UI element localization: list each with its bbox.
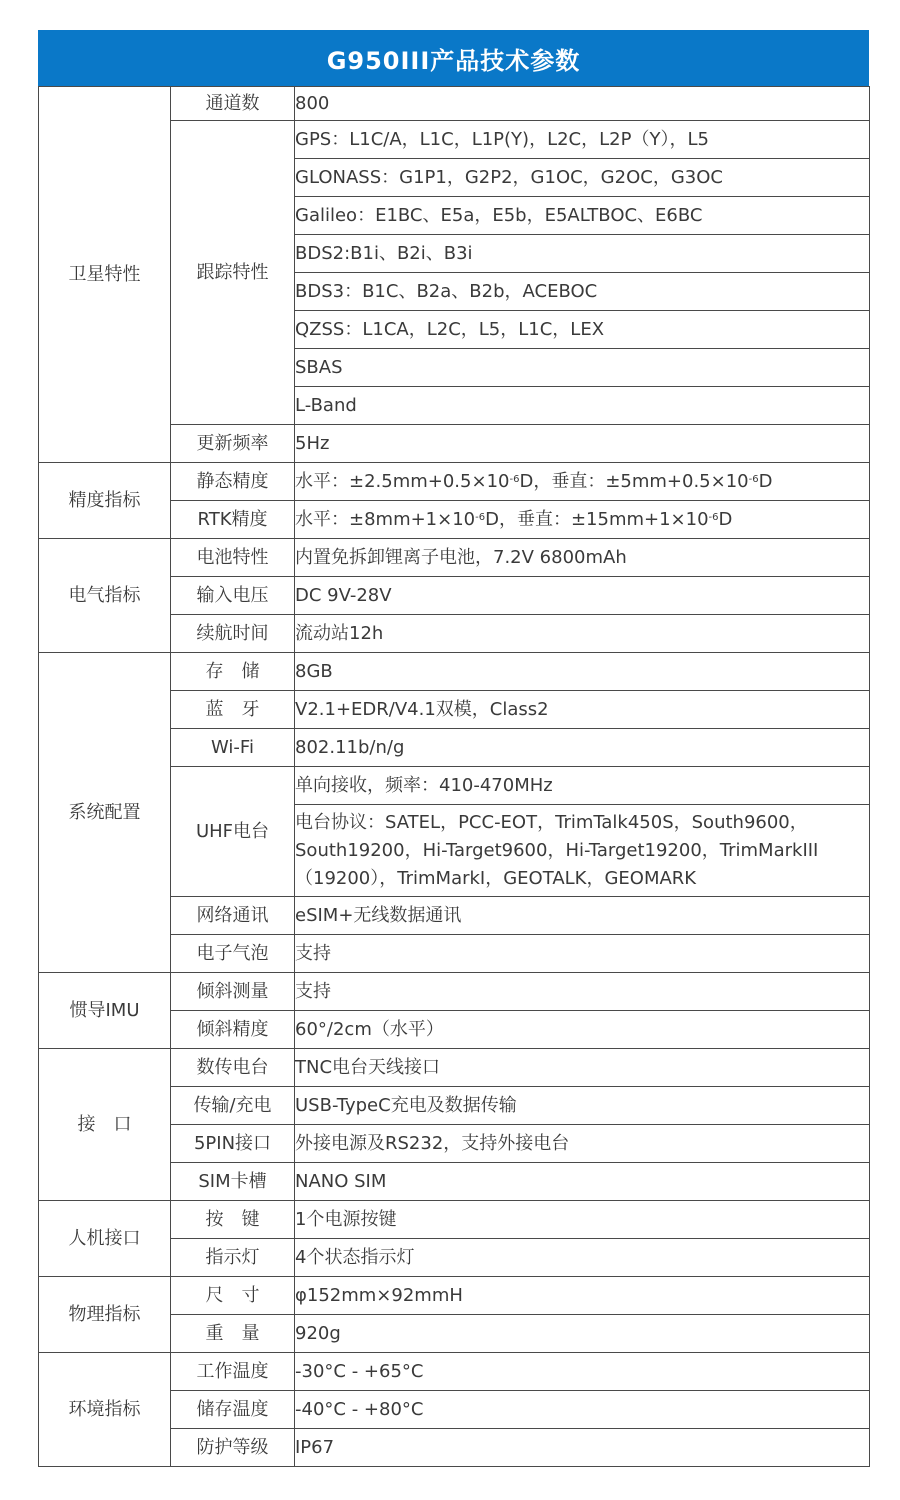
value-text: D [758, 470, 773, 492]
value-cell: BDS3：B1C、B2a、B2b，ACEBOC [295, 273, 870, 311]
param-cell: 通道数 [171, 87, 295, 121]
value-cell: eSIM+无线数据通讯 [295, 897, 870, 935]
value-cell: 800 [295, 87, 870, 121]
value-cell: 内置免拆卸锂离子电池，7.2V 6800mAh [295, 539, 870, 577]
param-cell: 数传电台 [171, 1049, 295, 1087]
category-cell: 惯导IMU [39, 973, 171, 1049]
param-cell: 倾斜测量 [171, 973, 295, 1011]
value-cell: DC 9V-28V [295, 577, 870, 615]
param-cell: 传输/充电 [171, 1087, 295, 1125]
category-cell: 人机接口 [39, 1201, 171, 1277]
value-cell: 1个电源按键 [295, 1201, 870, 1239]
param-cell: 电池特性 [171, 539, 295, 577]
value-cell: Galileo：E1BC、E5a，E5b，E5ALTBOC、E6BC [295, 197, 870, 235]
table-row [39, 87, 870, 121]
table-row [39, 653, 870, 691]
table-row [39, 1277, 870, 1315]
value-cell: SBAS [295, 349, 870, 387]
value-cell: 4个状态指示灯 [295, 1239, 870, 1277]
param-cell: 工作温度 [171, 1353, 295, 1391]
param-cell: 网络通讯 [171, 897, 295, 935]
value-cell: GPS：L1C/A，L1C，L1P(Y)，L2C，L2P（Y），L5 [295, 121, 870, 159]
param-cell: 更新频率 [171, 425, 295, 463]
category-cell: 卫星特性 [39, 87, 171, 463]
value-cell: 单向接收，频率：410-470MHz [295, 767, 870, 805]
param-cell: 电子气泡 [171, 935, 295, 973]
value-cell: GLONASS：G1P1，G2P2，G1OC，G2OC，G3OC [295, 159, 870, 197]
value-cell [295, 501, 870, 539]
value-cell: 60°/2cm（水平） [295, 1011, 870, 1049]
param-cell: 防护等级 [171, 1429, 295, 1467]
value-text: 水平：±2.5mm+0.5×10 [295, 470, 510, 492]
param-cell: 倾斜精度 [171, 1011, 295, 1049]
exponent: -6 [475, 511, 486, 523]
exponent: -6 [509, 473, 520, 485]
param-cell: 按 键 [171, 1201, 295, 1239]
exponent: -6 [748, 473, 759, 485]
param-cell: 尺 寸 [171, 1277, 295, 1315]
param-cell: 静态精度 [171, 463, 295, 501]
param-cell: 跟踪特性 [171, 121, 295, 425]
param-cell: SIM卡槽 [171, 1163, 295, 1201]
param-cell: 蓝 牙 [171, 691, 295, 729]
param-cell: 指示灯 [171, 1239, 295, 1277]
param-cell: 5PIN接口 [171, 1125, 295, 1163]
category-cell: 精度指标 [39, 463, 171, 539]
value-cell: USB-TypeC充电及数据传输 [295, 1087, 870, 1125]
value-cell: V2.1+EDR/V4.1双模，Class2 [295, 691, 870, 729]
value-cell: 支持 [295, 973, 870, 1011]
value-cell: NANO SIM [295, 1163, 870, 1201]
exponent: -6 [708, 511, 719, 523]
table-row [39, 539, 870, 577]
param-cell: UHF电台 [171, 767, 295, 897]
value-cell: TNC电台天线接口 [295, 1049, 870, 1087]
param-cell: 输入电压 [171, 577, 295, 615]
table-title: G950III产品技术参数 [38, 30, 869, 86]
param-cell: RTK精度 [171, 501, 295, 539]
category-cell: 环境指标 [39, 1353, 171, 1467]
table-row [39, 973, 870, 1011]
value-cell: 外接电源及RS232，支持外接电台 [295, 1125, 870, 1163]
table-row [39, 1049, 870, 1087]
param-cell: 储存温度 [171, 1391, 295, 1429]
category-cell: 电气指标 [39, 539, 171, 653]
category-cell: 接 口 [39, 1049, 171, 1201]
value-text: D，垂直：±5mm+0.5×10 [519, 470, 749, 492]
table-row [39, 1353, 870, 1391]
value-cell: 802.11b/n/g [295, 729, 870, 767]
param-cell: 重 量 [171, 1315, 295, 1353]
value-cell [295, 463, 870, 501]
category-cell: 系统配置 [39, 653, 171, 973]
value-cell: 流动站12h [295, 615, 870, 653]
table-row [39, 1201, 870, 1239]
param-cell: 存 储 [171, 653, 295, 691]
value-cell: 8GB [295, 653, 870, 691]
value-cell: QZSS：L1CA，L2C，L5，L1C，LEX [295, 311, 870, 349]
value-cell: 电台协议：SATEL，PCC-EOT，TrimTalk450S，South9600，South19200，Hi-Target9600，Hi-Target19200，TrimMarkIII（19200），TrimMarkI，GEOTALK，GEOMARK [295, 805, 870, 897]
category-cell: 物理指标 [39, 1277, 171, 1353]
value-cell: BDS2:B1i、B2i、B3i [295, 235, 870, 273]
value-cell: -30°C - +65°C [295, 1353, 870, 1391]
table-row [39, 463, 870, 501]
value-cell: 5Hz [295, 425, 870, 463]
param-cell: Wi-Fi [171, 729, 295, 767]
value-cell: IP67 [295, 1429, 870, 1467]
value-cell: φ152mm×92mmH [295, 1277, 870, 1315]
value-text: D [718, 508, 733, 530]
value-text: D，垂直：±15mm+1×10 [485, 508, 709, 530]
value-cell: L-Band [295, 387, 870, 425]
param-cell: 续航时间 [171, 615, 295, 653]
value-cell: -40°C - +80°C [295, 1391, 870, 1429]
value-cell: 920g [295, 1315, 870, 1353]
value-cell: 支持 [295, 935, 870, 973]
spec-table [38, 86, 870, 1467]
value-text: 水平：±8mm+1×10 [295, 508, 476, 530]
